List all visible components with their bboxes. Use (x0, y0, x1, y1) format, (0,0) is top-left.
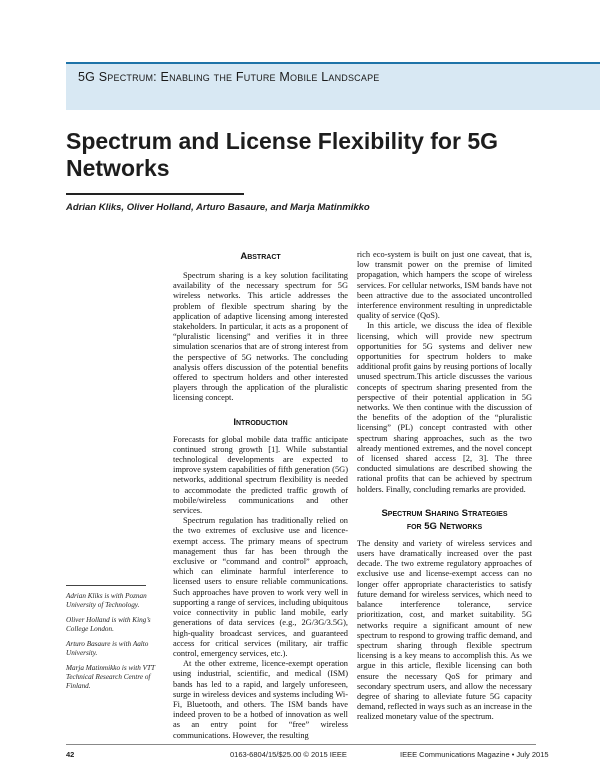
left-column (173, 250, 348, 741)
section2-heading (357, 507, 532, 533)
introduction-heading: Introduction (233, 416, 288, 428)
intro-paragraph-5: In this article, we discuss the idea of flexible licensing, which will provide new spectrum opportunities for 5G systems and deliver new opportunities for spectrum holders to make additional profit gains by reusing portions of locally unused spectrum.This article discusses the various concepts of spectrum sharing presented from the perspective of their potential application in 5G networks. We then continue with the discussion of the benefits of the adoption of the “pluralistic licensing” (PL) concept contrasted with other spectrum sharing approaches, such as the two already mentioned extremes, and the novel concept of licensed shared access [2, 3]. The three conducted simulations are described showing the rational profits that can be achieved by spectrum holders. Finally, concluding remarks are provided. (357, 321, 532, 494)
copyright-code: 0163-6804/15/$25.00 © 2015 IEEE (230, 750, 347, 759)
abstract-heading: Abstract (240, 251, 281, 262)
page-number: 42 (66, 750, 75, 759)
author-list: Adrian Kliks, Oliver Holland, Arturo Basaure, and Marja Matinmikko (66, 202, 370, 213)
intro-paragraph-4: rich eco-system is built on just one caveat, that is, low transmit power on the premise of limited propagation, which hampers the scope of wireless services. For cellular networks, ISM bands have not been attractive due to the associated uncontrolled interference environment resulting in unpredictable quality of service (QoS). (357, 250, 532, 321)
article-title: Spectrum and License Flexibility for 5G Networks (66, 128, 499, 181)
author-affiliations (66, 585, 156, 697)
magazine-issue: IEEE Communications Magazine • July 2015 (400, 750, 549, 759)
footer-rule (66, 744, 536, 745)
section2-paragraph-1: The density and variety of wireless services and users have dramatically increased over the past decade. The two extreme regulatory approaches of exclusive use and license-exempt access can no longer offer appropriate characteristics to satisfy future demand for wireless services, which need to balance interference tolerance, service prioritization, cost, and market suitability. 5G networks require a significant amount of new spectrum to respond to growing traffic demand, and spectrum sharing through flexible spectrum licensing is a key means to accomplish this. As we argue in this article, flexible licensing can both ensure the necessary QoS for primary and secondary spectrum users, and allow the necessary degree of sharing to alleviate future 5G capacity demand, reflected in ways such as an increase in the realized monetary value of the spectrum. (357, 538, 532, 722)
intro-paragraph-2: Spectrum regulation has traditionally relied on the two extremes of exclusive use and licence-exempt access. The primary means of spectrum management thus far has been through the exclusive or “command and control” approach, which can eliminate harmful interference to licensed users to ensure reliable communications. Such approaches have proven to work very well in supporting a range of services, including ubiquitous voice connectivity in public land mobile, early generations of data services (e.g., 2G/3G/3.5G), high-quality broadcast services, and guaranteed access for critical services (military, air traffic control, emergency services, etc.). (173, 516, 348, 658)
abstract-text: Spectrum sharing is a key solution facilitating availability of the necessary spectrum for 5G wireless networks. This article addresses the problem of flexible spectrum sharing by the application of adaptive licensing among interested stakeholders. In particular, it acts as a proponent of “pluralistic licensing” and verifies it in three simulation scenarios that are of strong interest from the perspective of 5G networks. The concluding analysis offers discussion of the potential benefits offered to spectrum holders and other interested players through the application of the pluralistic licensing concept. (173, 271, 348, 403)
intro-paragraph-3: At the other extreme, licence-exempt operation using industrial, scientific, and medical (ISM) bands has led to a rapid, and largely unforeseen, surge in wireless devices and systems including Wi-Fi, Bluetooth, and others. The ISM bands have indeed proven to be a hotbed of innovation as well as an entry point for “free” wireless communications. However, the resulting (173, 659, 348, 740)
right-column (357, 250, 532, 723)
affiliation-note: Adrian Kliks is with Poznan University of Technology. (66, 592, 147, 609)
intro-paragraph-1: Forecasts for global mobile data traffic anticipate continued strong growth [1]. While substantial technological developments are expected to improve system capabilities of fifth generation (5G) networks, additional spectrum flexibility is needed to accommodate the predicted traffic growth of mobile/wireless communications and other services. (173, 434, 348, 516)
banner-text: 5G Spectrum: Enabling the Future Mobile Landscape (78, 70, 380, 84)
section2-heading-line1: Spectrum Sharing Strategies (381, 507, 508, 519)
section2-heading-line2: for 5G Networks (406, 520, 483, 532)
section-banner (66, 62, 600, 110)
affiliation-note: Oliver Holland is with King’s College London. (66, 616, 151, 633)
affiliation-note: Arturo Basaure is with Aalto University. (66, 640, 149, 657)
title-rule (66, 193, 244, 195)
sidenote-rule (66, 585, 146, 586)
affiliation-note: Marja Matinmikko is with VTT Technical Research Centre of Finland. (66, 664, 155, 690)
